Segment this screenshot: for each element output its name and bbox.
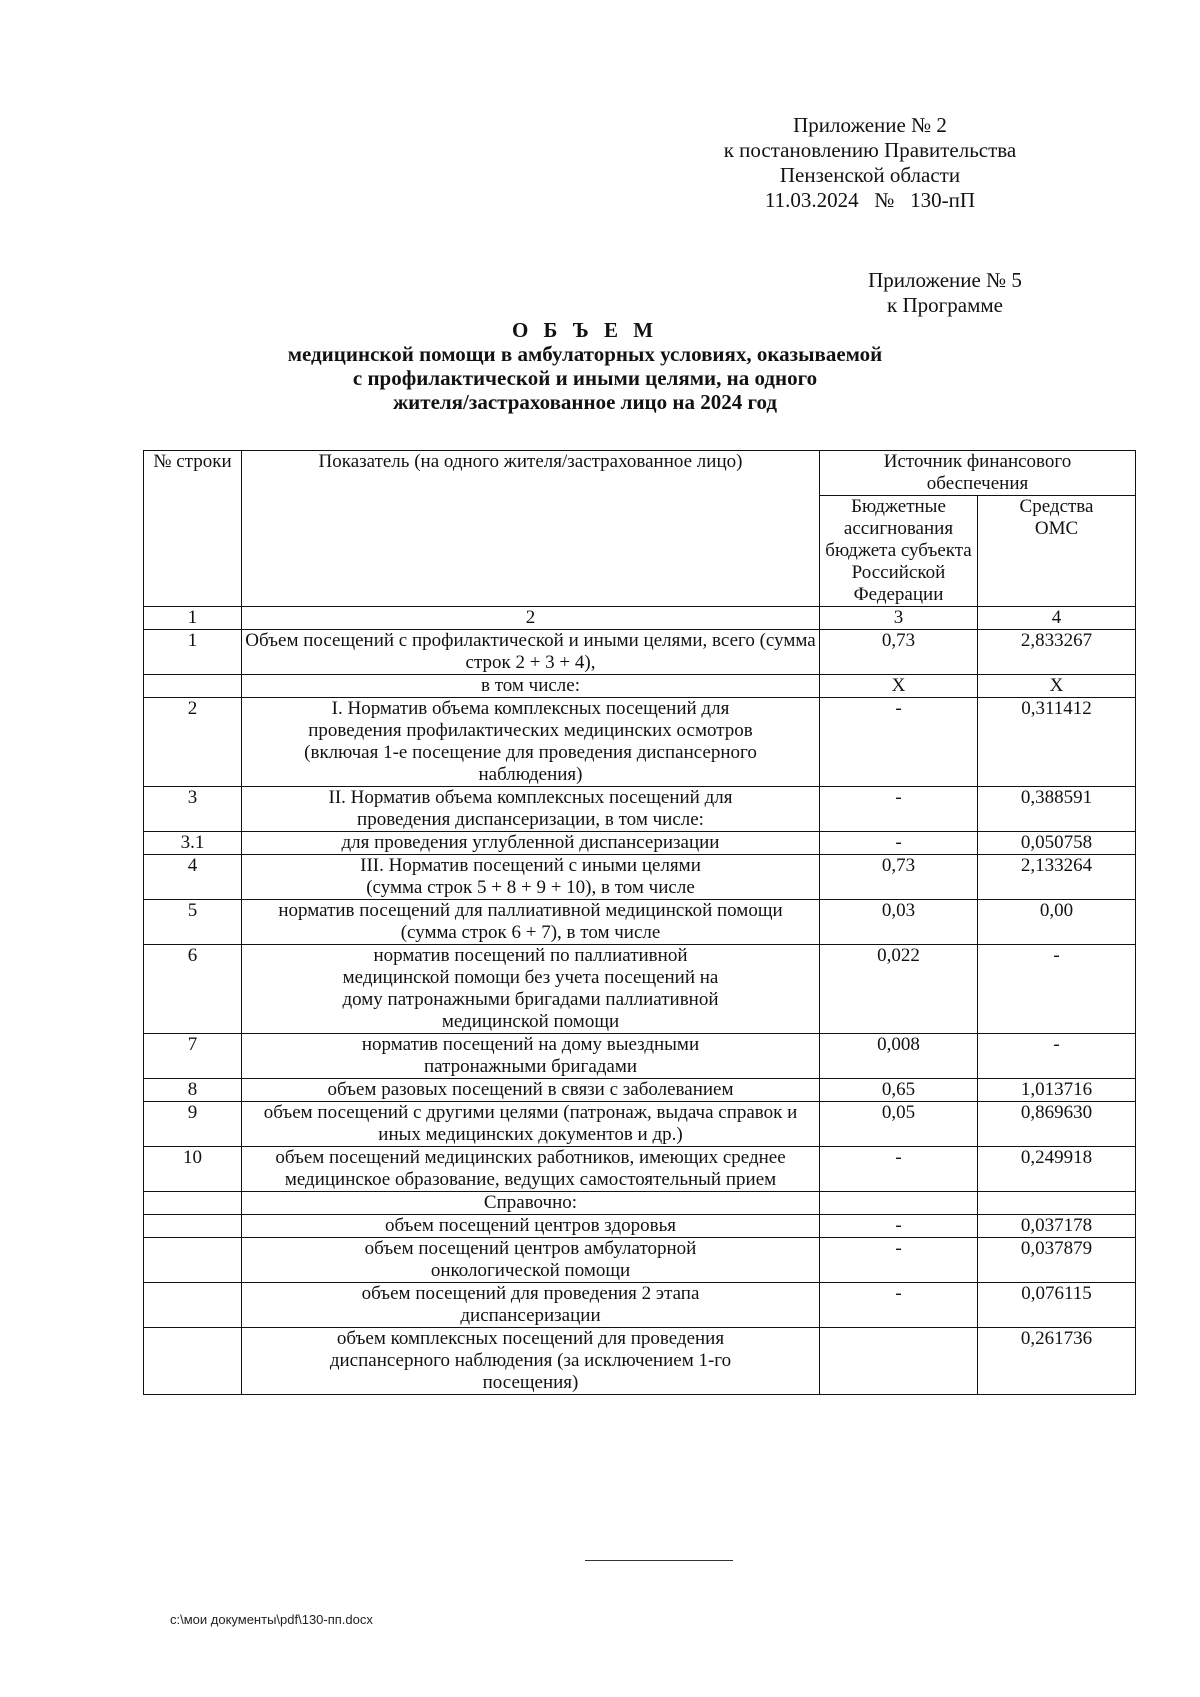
header-indicator: Показатель (на одного жителя/застрахованное лицо) bbox=[242, 451, 820, 607]
title-line2: с профилактической и иными целями, на одного bbox=[352, 366, 818, 390]
table-row bbox=[144, 1215, 1136, 1238]
row-budget bbox=[820, 1328, 978, 1395]
row-oms bbox=[978, 1192, 1136, 1215]
row-oms: 0,076115 bbox=[978, 1283, 1136, 1328]
colnum-2: 2 bbox=[242, 607, 820, 630]
row-budget: - bbox=[820, 832, 978, 855]
row-budget: 0,05 bbox=[820, 1102, 978, 1147]
appendix-2-block bbox=[660, 113, 1080, 213]
table-row bbox=[144, 900, 1136, 945]
title-line1: медицинской помощи в амбулаторных условиях, оказываемой bbox=[287, 342, 883, 366]
row-budget: - bbox=[820, 1238, 978, 1283]
row-num: 4 bbox=[144, 855, 242, 900]
table-row bbox=[144, 1238, 1136, 1283]
row-text: объем посещений медицинских работников, имеющих среднее медицинское образование, ведущих самостоятельный прием bbox=[242, 1147, 820, 1192]
colnum-row bbox=[144, 607, 1136, 630]
row-oms: - bbox=[978, 1034, 1136, 1079]
row-text: объем посещений с другими целями (патронаж, выдача справок и иных медицинских документов и др.) bbox=[242, 1102, 820, 1147]
row-budget: - bbox=[820, 1283, 978, 1328]
row-text: в том числе: bbox=[242, 675, 820, 698]
row-text: для проведения углубленной диспансеризации bbox=[242, 832, 820, 855]
row-num: 7 bbox=[144, 1034, 242, 1079]
row-num: 5 bbox=[144, 900, 242, 945]
table-row bbox=[144, 787, 1136, 832]
appendix-5-block bbox=[820, 268, 1070, 318]
table-row bbox=[144, 1328, 1136, 1395]
row-oms: 0,311412 bbox=[978, 698, 1136, 787]
row-budget: Х bbox=[820, 675, 978, 698]
row-budget: - bbox=[820, 787, 978, 832]
row-num bbox=[144, 1215, 242, 1238]
colnum-4: 4 bbox=[978, 607, 1136, 630]
table-row bbox=[144, 945, 1136, 1034]
row-text: объем посещений центров амбулаторной онкологической помощи bbox=[242, 1238, 820, 1283]
table-row bbox=[144, 1192, 1136, 1215]
table-row bbox=[144, 855, 1136, 900]
row-text: норматив посещений по паллиативной медицинской помощи без учета посещений на дому патронажными бригадами паллиативной медицинской помощи bbox=[242, 945, 820, 1034]
header-budget: Бюджетные ассигнования бюджета субъекта Российской Федерации bbox=[820, 496, 978, 607]
row-budget: 0,73 bbox=[820, 855, 978, 900]
table-row bbox=[144, 1079, 1136, 1102]
row-num: 8 bbox=[144, 1079, 242, 1102]
header-oms: Средства ОМС bbox=[978, 496, 1136, 607]
colnum-1: 1 bbox=[144, 607, 242, 630]
row-oms: 0,388591 bbox=[978, 787, 1136, 832]
document-title bbox=[150, 318, 1020, 414]
row-num: 9 bbox=[144, 1102, 242, 1147]
row-oms: 0,869630 bbox=[978, 1102, 1136, 1147]
row-num bbox=[144, 1238, 242, 1283]
table-row bbox=[144, 832, 1136, 855]
row-text: норматив посещений на дому выездными патронажными бригадами bbox=[242, 1034, 820, 1079]
row-oms: 0,261736 bbox=[978, 1328, 1136, 1395]
row-text: объем посещений центров здоровья bbox=[242, 1215, 820, 1238]
row-oms: 2,833267 bbox=[978, 630, 1136, 675]
table-row bbox=[144, 630, 1136, 675]
header-row-1 bbox=[144, 451, 1136, 496]
row-text: объем посещений для проведения 2 этапа диспансеризации bbox=[242, 1283, 820, 1328]
volume-table bbox=[143, 450, 1136, 1395]
row-num: 10 bbox=[144, 1147, 242, 1192]
title-line3: жителя/застрахованное лицо на 2024 год bbox=[392, 390, 778, 414]
row-num bbox=[144, 1283, 242, 1328]
row-num bbox=[144, 675, 242, 698]
row-text: III. Норматив посещений с иными целями (сумма строк 5 + 8 + 9 + 10), в том числе bbox=[242, 855, 820, 900]
row-oms: 0,037879 bbox=[978, 1238, 1136, 1283]
appendix-2-line1: Приложение № 2 bbox=[793, 113, 947, 137]
title-big: О Б Ъ Е М bbox=[511, 318, 659, 342]
appendix-2-line2: к постановлению Правительства bbox=[723, 138, 1017, 162]
row-oms: 0,037178 bbox=[978, 1215, 1136, 1238]
row-budget: 0,65 bbox=[820, 1079, 978, 1102]
row-budget: 0,022 bbox=[820, 945, 978, 1034]
colnum-3: 3 bbox=[820, 607, 978, 630]
row-num: 3 bbox=[144, 787, 242, 832]
row-oms: 0,00 bbox=[978, 900, 1136, 945]
row-num bbox=[144, 1328, 242, 1395]
row-num: 6 bbox=[144, 945, 242, 1034]
row-num: 1 bbox=[144, 630, 242, 675]
row-text: объем разовых посещений в связи с заболеванием bbox=[242, 1079, 820, 1102]
row-oms: 0,249918 bbox=[978, 1147, 1136, 1192]
footer-divider bbox=[585, 1560, 733, 1561]
row-oms: - bbox=[978, 945, 1136, 1034]
file-path: c:\мои документы\pdf\130-пп.docx bbox=[170, 1612, 373, 1627]
appendix-2-line4: 11.03.2024 № 130-пП bbox=[764, 188, 976, 212]
row-budget: 0,73 bbox=[820, 630, 978, 675]
row-text: Справочно: bbox=[242, 1192, 820, 1215]
row-budget: 0,008 bbox=[820, 1034, 978, 1079]
appendix-5-line2: к Программе bbox=[887, 293, 1003, 317]
table-row bbox=[144, 698, 1136, 787]
row-budget: - bbox=[820, 1215, 978, 1238]
row-oms: 1,013716 bbox=[978, 1079, 1136, 1102]
row-text: I. Норматив объема комплексных посещений для проведения профилактических медицинских осмотров (включая 1-е посещение для проведения диспансерного наблюдения) bbox=[242, 698, 820, 787]
row-num: 3.1 bbox=[144, 832, 242, 855]
table-row bbox=[144, 675, 1136, 698]
table-row bbox=[144, 1283, 1136, 1328]
row-text: норматив посещений для паллиативной медицинской помощи (сумма строк 6 + 7), в том числе bbox=[242, 900, 820, 945]
row-budget: - bbox=[820, 698, 978, 787]
row-text: объем комплексных посещений для проведения диспансерного наблюдения (за исключением 1-го посещения) bbox=[242, 1328, 820, 1395]
row-oms: 0,050758 bbox=[978, 832, 1136, 855]
row-text: II. Норматив объема комплексных посещений для проведения диспансеризации, в том числе: bbox=[242, 787, 820, 832]
row-num: 2 bbox=[144, 698, 242, 787]
header-num: № строки bbox=[144, 451, 242, 607]
row-budget: 0,03 bbox=[820, 900, 978, 945]
appendix-2-line3: Пензенской области bbox=[779, 163, 961, 187]
table-row bbox=[144, 1034, 1136, 1079]
table-row bbox=[144, 1102, 1136, 1147]
row-budget bbox=[820, 1192, 978, 1215]
row-oms: Х bbox=[978, 675, 1136, 698]
appendix-5-line1: Приложение № 5 bbox=[868, 268, 1022, 292]
row-oms: 2,133264 bbox=[978, 855, 1136, 900]
row-text: Объем посещений с профилактической и иными целями, всего (сумма строк 2 + 3 + 4), bbox=[242, 630, 820, 675]
table-row bbox=[144, 1147, 1136, 1192]
row-budget: - bbox=[820, 1147, 978, 1192]
header-source: Источник финансового обеспечения bbox=[820, 451, 1136, 496]
row-num bbox=[144, 1192, 242, 1215]
